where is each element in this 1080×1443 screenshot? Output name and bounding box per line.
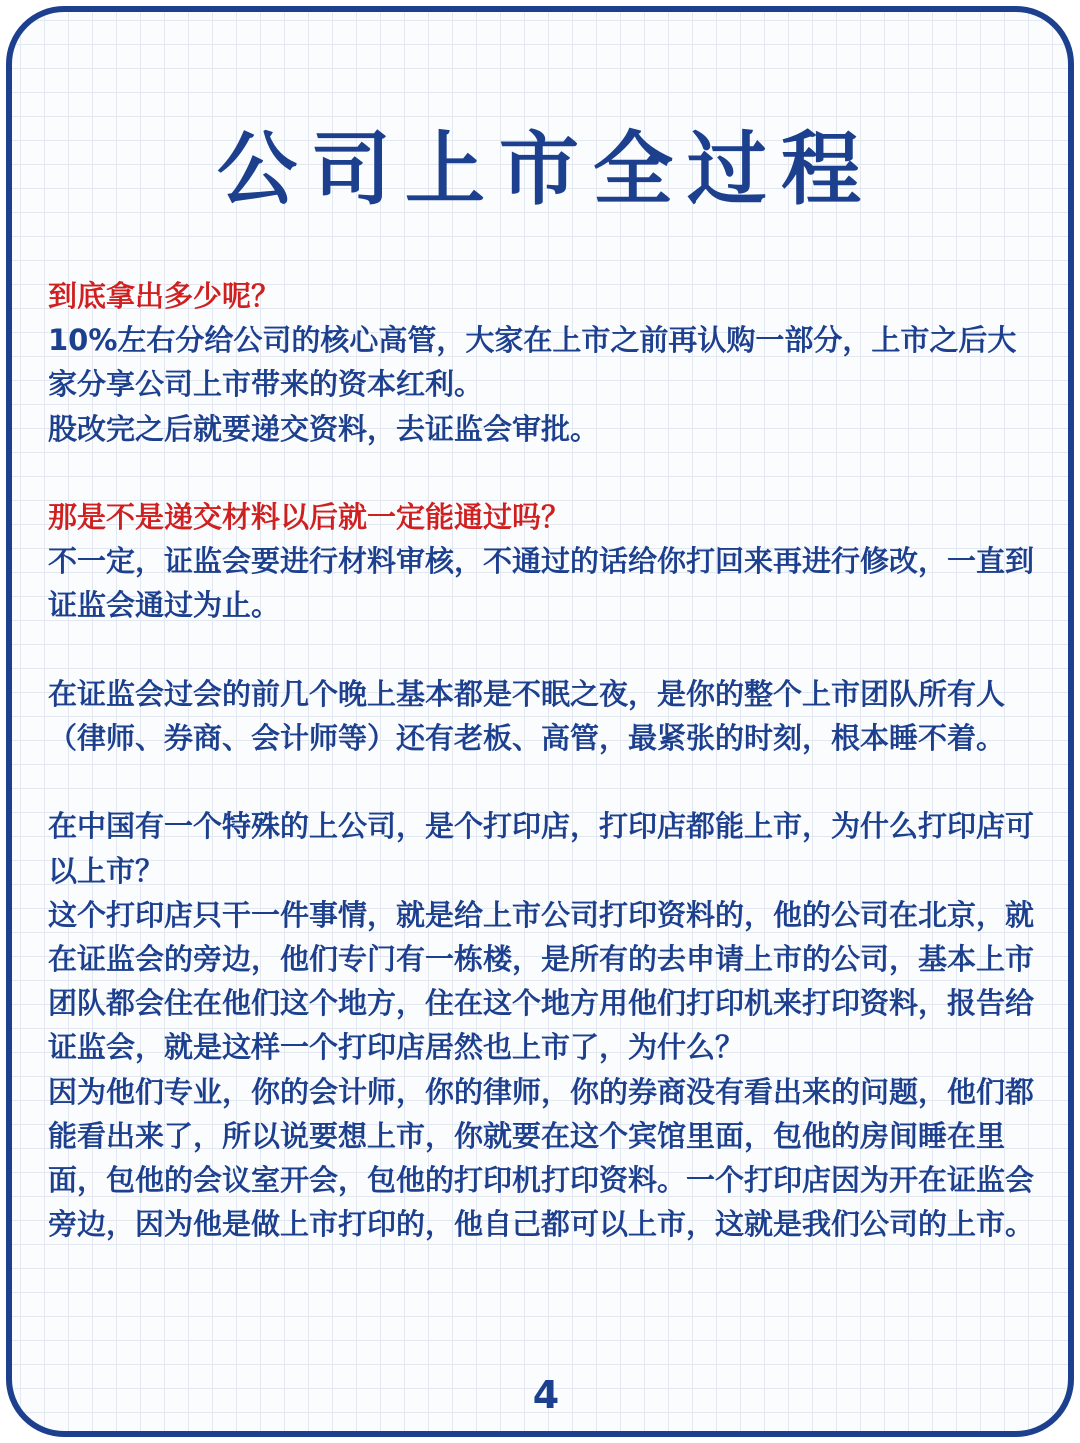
article-body	[48, 274, 1044, 1246]
paragraph: 不一定，证监会要进行材料审核，不通过的话给你打回来再进行修改，一直到证监会通过为止。	[48, 544, 1035, 623]
spacer	[48, 760, 1044, 804]
rounded-frame	[6, 6, 1074, 1437]
paragraph: 因为他们专业，你的会计师，你的律师，你的券商没有看出来的问题，他们都能看出来了，所以说要想上市，你就要在这个宾馆里面，包他的房间睡在里面，包他的会议室开会，包他的打印机打印资料。一个打印店因为开在证监会旁边，因为他是做上市打印的，他自己都可以上市，这就是我们公司的上市。	[48, 1074, 1035, 1242]
spacer	[48, 628, 1044, 672]
question-2: 那是不是递交材料以后就一定能通过吗？	[48, 500, 571, 534]
spacer	[48, 451, 1044, 495]
page-number: 4	[532, 1373, 560, 1417]
question-1: 到底拿出多少呢？	[48, 279, 281, 313]
paragraph: 在中国有一个特殊的上公司，是个打印店，打印店都能上市，为什么打印店可以上市？	[48, 809, 1035, 888]
paragraph: 这个打印店只干一件事情，就是给上市公司打印资料的，他的公司在北京，就在证监会的旁边，他们专门有一栋楼，是所有的去申请上市的公司，基本上市团队都会住在他们这个地方，住在这个地方用他们打印机来打印资料，报告给证监会，就是这样一个打印店居然也上市了，为什么？	[48, 897, 1035, 1065]
paragraph: 在证监会过会的前几个晚上基本都是不眠之夜，是你的整个上市团队所有人（律师、券商、会计师等）还有老板、高管，最紧张的时刻，根本睡不着。	[48, 676, 1006, 755]
page-title: 公司上市全过程	[217, 123, 875, 216]
paragraph: 股改完之后就要递交资料，去证监会审批。	[48, 411, 600, 446]
paragraph: 10%左右分给公司的核心高管，大家在上市之前再认购一部分，上市之后大家分享公司上市带来的资本红利。	[48, 323, 1017, 402]
